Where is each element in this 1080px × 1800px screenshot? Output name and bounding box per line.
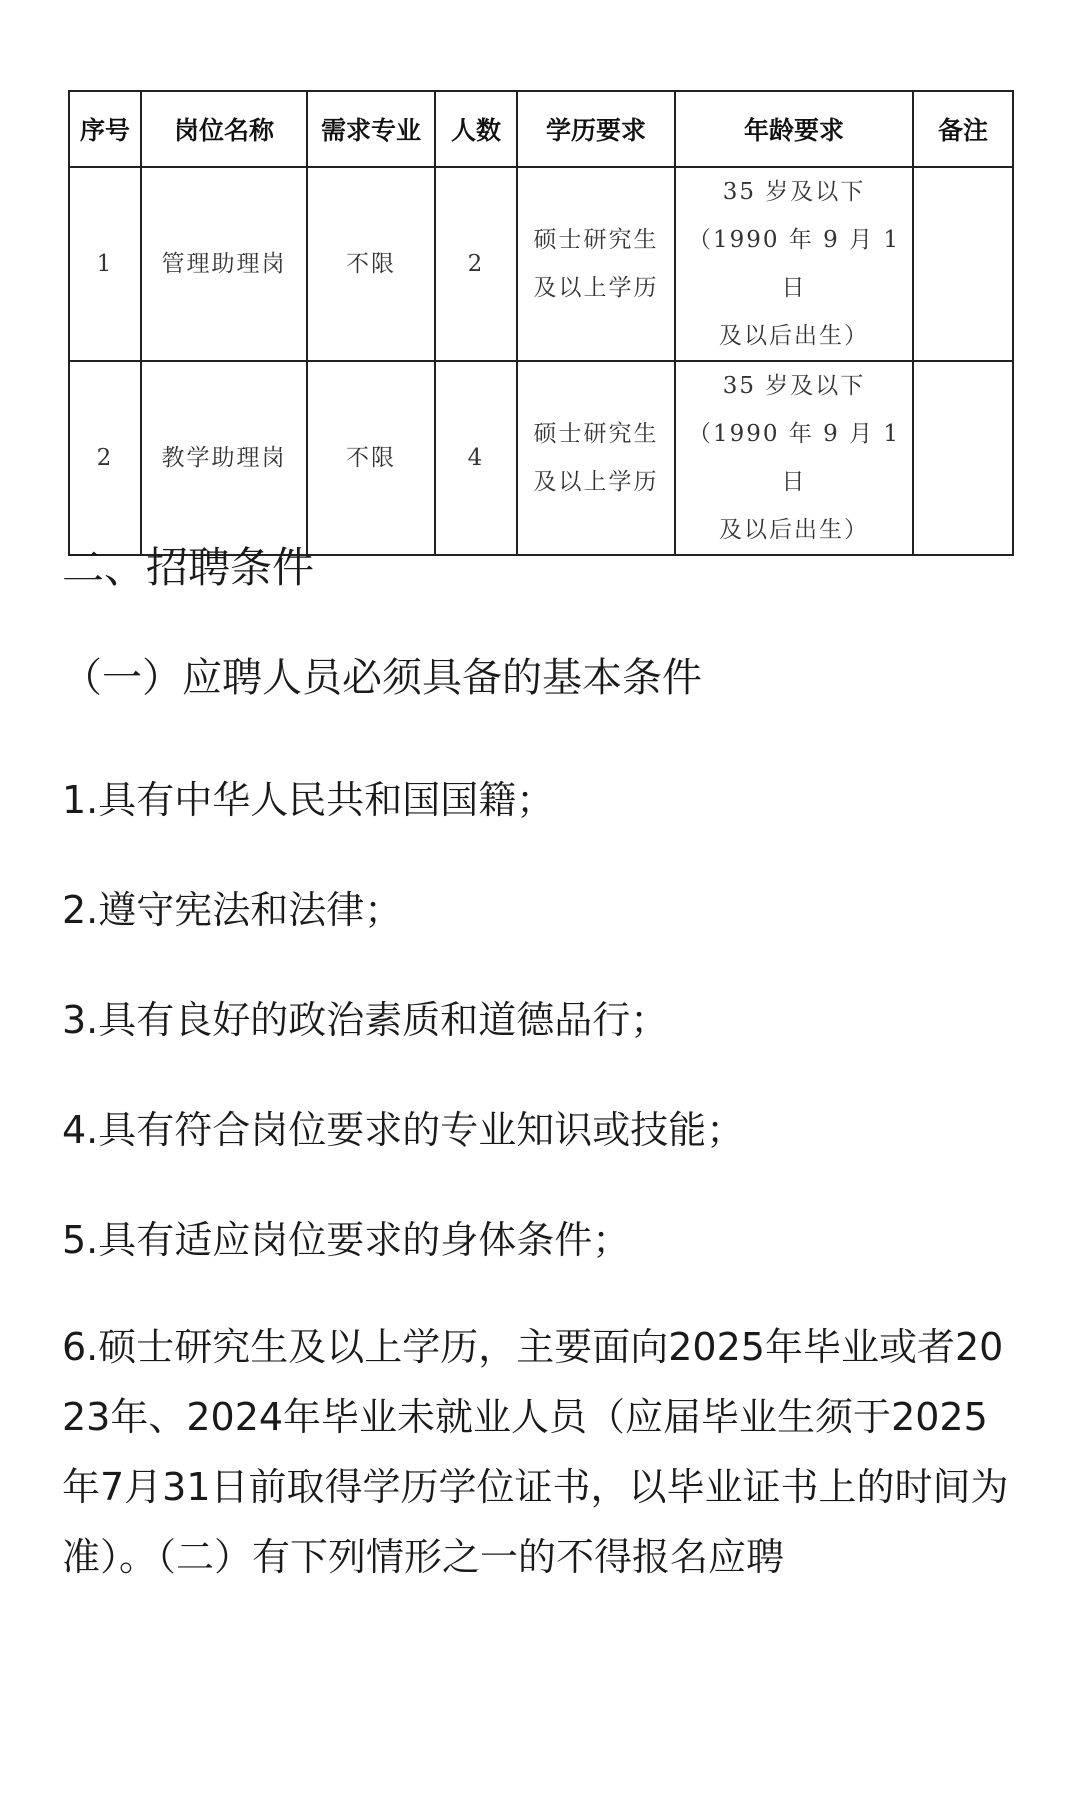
cell-serial-number: 2 [69, 361, 141, 555]
condition-item: 2.遵守宪法和法律； [62, 888, 403, 932]
table-row [69, 361, 1013, 555]
table-row [69, 167, 1013, 361]
condition-item: 3.具有良好的政治素质和道德品行； [62, 998, 669, 1042]
positions-table [68, 90, 1014, 556]
condition-item: 5.具有适应岗位要求的身体条件； [62, 1218, 631, 1262]
cell-headcount: 2 [435, 167, 517, 361]
cell-position-name: 管理助理岗 [141, 167, 307, 361]
education-line: 及以上学历 [533, 275, 659, 301]
condition-paragraph: 6.硕士研究生及以上学历，主要面向2025年毕业或者2023年、2024年毕业未就业人员（应届毕业生须于2025年7月31日前取得学历学位证书，以毕业证书上的时间为准）。（二）有下列情形之一的不得报名应聘 [62, 1325, 1009, 1579]
cell-education [517, 361, 675, 555]
cell-position-name: 教学助理岗 [141, 361, 307, 555]
age-line: （1990 年 9 月 1 日 [687, 421, 901, 495]
header-required-major: 需求专业 [307, 91, 435, 167]
education-line: 硕士研究生 [533, 227, 659, 253]
education-line: 硕士研究生 [533, 421, 659, 447]
age-line: （1990 年 9 月 1 日 [687, 227, 901, 301]
cell-age [675, 361, 913, 555]
header-age: 年龄要求 [675, 91, 913, 167]
cell-serial-number: 1 [69, 167, 141, 361]
subsection-heading: （一）应聘人员必须具备的基本条件 [62, 655, 702, 701]
header-headcount: 人数 [435, 91, 517, 167]
condition-item: 1.具有中华人民共和国国籍； [62, 778, 555, 822]
cell-required-major: 不限 [307, 167, 435, 361]
education-line: 及以上学历 [533, 469, 659, 495]
header-serial-number: 序号 [69, 91, 141, 167]
age-line: 及以后出生） [719, 323, 869, 349]
section-heading: 二、招聘条件 [62, 543, 315, 592]
header-remarks: 备注 [913, 91, 1013, 167]
age-line: 35 岁及以下 [722, 179, 866, 205]
cell-education [517, 167, 675, 361]
age-line: 35 岁及以下 [722, 373, 866, 399]
cell-age [675, 167, 913, 361]
cell-required-major: 不限 [307, 361, 435, 555]
header-education: 学历要求 [517, 91, 675, 167]
condition-item: 4.具有符合岗位要求的专业知识或技能； [62, 1108, 745, 1152]
table-header-row [69, 91, 1013, 167]
age-line: 及以后出生） [719, 517, 869, 543]
cell-remarks [913, 361, 1013, 555]
cell-headcount: 4 [435, 361, 517, 555]
header-position-name: 岗位名称 [141, 91, 307, 167]
cell-remarks [913, 167, 1013, 361]
